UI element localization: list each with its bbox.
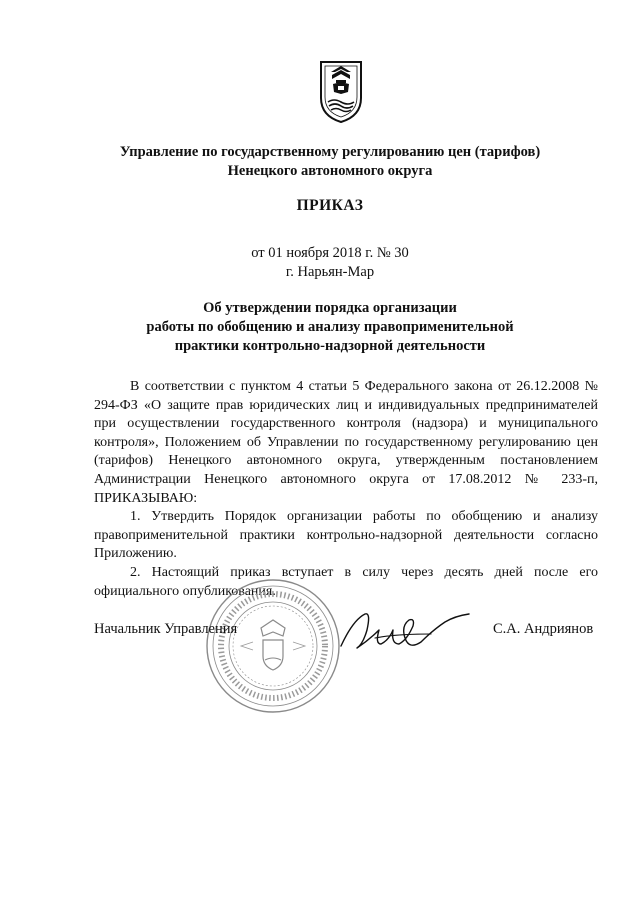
handwritten-signature-icon [335, 600, 475, 660]
item-1-paragraph: 1. Утвердить Порядок организации работы по обобщению и анализу правоприменительной практики контрольно-надзорной деятельности согласно Приложению. [94, 509, 598, 562]
item-2-paragraph: 2. Настоящий приказ вступает в силу через десять дней после его официального опубликования. [94, 564, 598, 599]
subject-line-3: практики контрольно-надзорной деятельности [174, 338, 486, 354]
agency-line-1: Управление по государственному регулированию цен (тарифов) [119, 144, 541, 160]
order-body [94, 378, 598, 601]
coat-of-arms-icon [317, 58, 365, 124]
signatory-position: Начальник Управления [94, 621, 238, 637]
order-subject [40, 299, 620, 356]
official-seal-icon [203, 576, 343, 716]
order-title: ПРИКАЗ [296, 197, 364, 214]
subject-line-1: Об утверждении порядка организации [203, 300, 457, 316]
order-city: г. Нарьян-Мар [285, 264, 375, 280]
subject-line-2: работы по обобщению и анализу правоприменительной [146, 319, 514, 335]
order-date: от 01 ноября 2018 г. № 30 [251, 245, 409, 261]
signatory-name: С.А. Андриянов [493, 621, 594, 637]
preamble-paragraph: В соответствии с пунктом 4 статьи 5 Федерального закона от 26.12.2008 № 294-ФЗ «О защите прав юридических лиц и индивидуальных предпринимателей при осуществлении государственного контроля (надзора) и муниципального контроля», Положением об Управлении по государственному регулированию цен (тарифов) Ненецкого автономного округа, утвержденным постановлением Администрации Ненецкого автономного округа от 17.08.2012 № 233-п, ПРИКАЗЫВАЮ: [94, 379, 598, 506]
order-meta [40, 244, 620, 282]
agency-name [40, 143, 620, 181]
agency-line-2: Ненецкого автономного округа [227, 163, 433, 179]
